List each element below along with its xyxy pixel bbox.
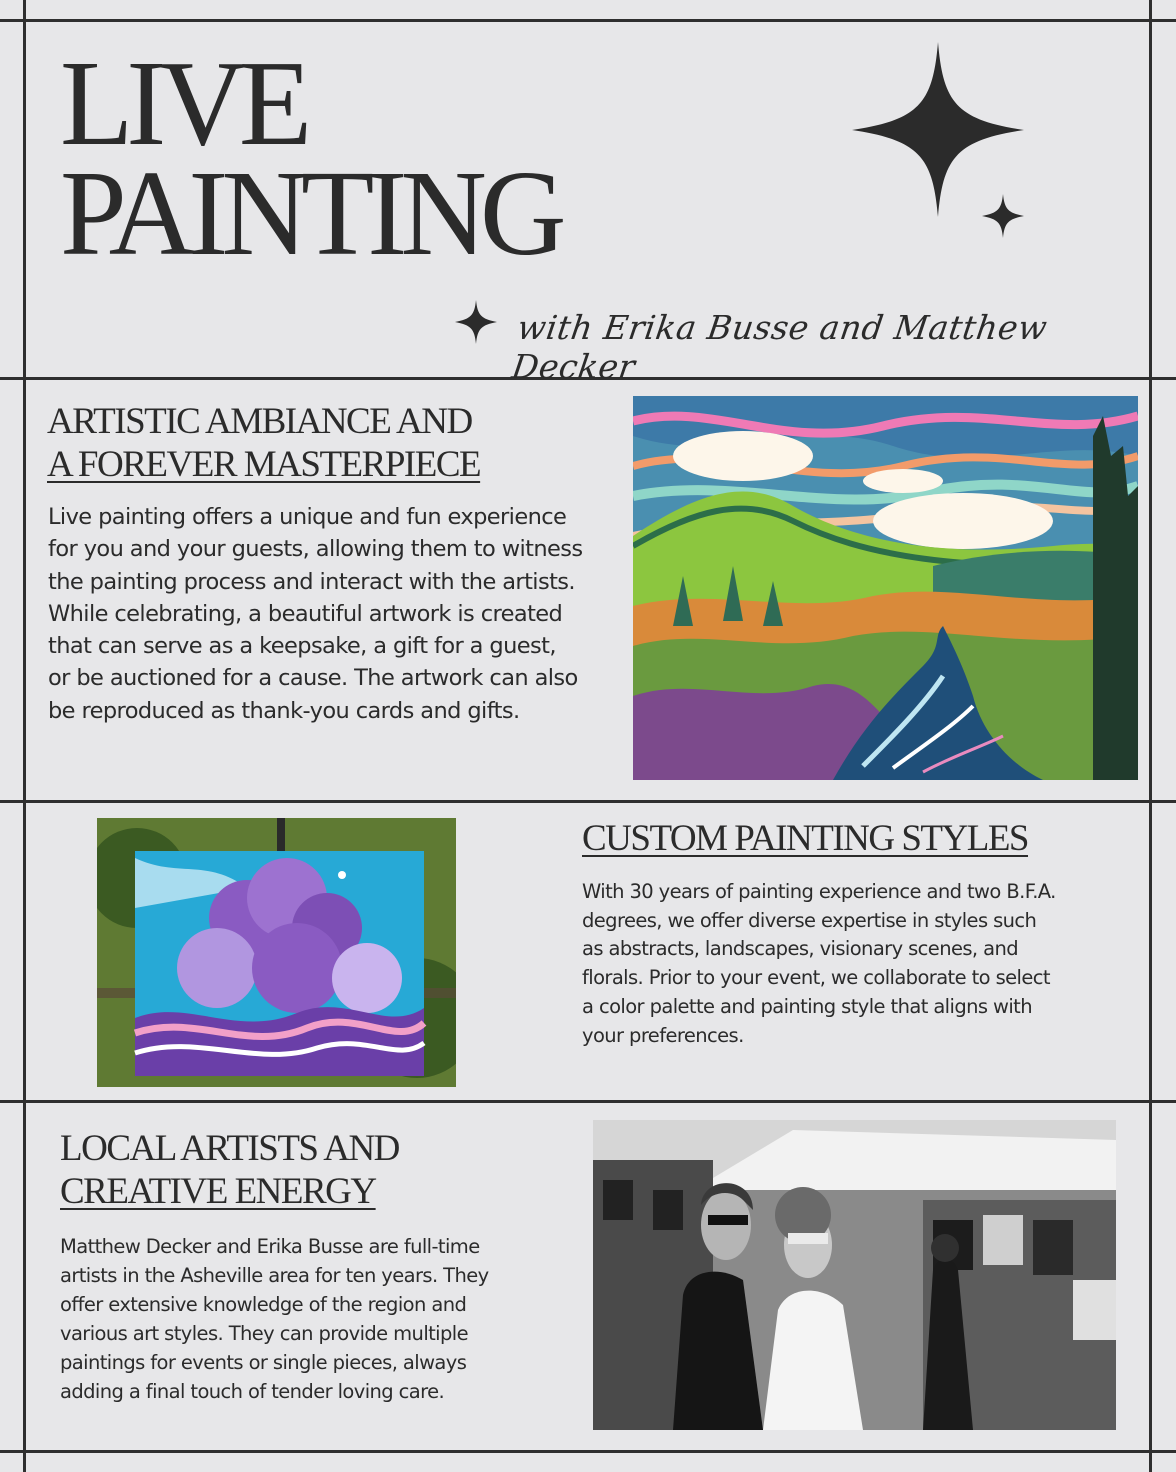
large-sparkle-icon <box>852 42 1024 217</box>
subtitle-sparkle-icon <box>455 300 497 344</box>
title-line-2: PAINTING <box>60 144 560 281</box>
section-2-heading: CUSTOM PAINTING STYLES <box>582 818 1029 859</box>
artists-photo-image <box>593 1120 1116 1430</box>
section-1-heading <box>47 400 607 486</box>
section-3-heading-line-2: CREATIVE ENERGY <box>60 1171 376 1212</box>
divider-top <box>0 19 1176 22</box>
cloud-painting-image <box>97 818 456 1087</box>
section-2-body: With 30 years of painting experience and two B.F.A. degrees, we offer diverse expertise in styles such as abstracts, landscapes, visionary scenes, and florals. Prior to your event, we collaborate to select a color palette and painting style that aligns with your preferences. <box>582 880 1056 1047</box>
divider-section-1 <box>0 800 1176 803</box>
section-1-heading-line-2: A FOREVER MASTERPIECE <box>47 444 481 485</box>
divider-section-2 <box>0 1100 1176 1103</box>
section-3-heading-line-1: LOCAL ARTISTS AND <box>60 1128 399 1169</box>
section-1-heading-line-1: ARTISTIC AMBIANCE AND <box>47 401 472 442</box>
border-left <box>23 0 26 1472</box>
divider-bottom <box>0 1450 1176 1453</box>
section-3-body: Matthew Decker and Erika Busse are full-time artists in the Asheville area for ten years. They offer extensive knowledge of the region and various art styles. They can provide multiple paintings for events or single pieces, always adding a final touch of tender loving care. <box>60 1235 489 1403</box>
page-subtitle: with Erika Busse and Matthew Decker <box>509 308 1050 386</box>
section-3-heading <box>60 1127 560 1213</box>
section-1-body: Live painting offers a unique and fun experience for you and your guests, allowing them to witness the painting process and interact with the artists. While celebrating, a beautiful artwork is created that can serve as a keepsake, a gift for a guest, or be auctioned for a cause. The artwork can also be reproduced as thank-you cards and gifts. <box>48 504 583 724</box>
page-title <box>60 34 560 281</box>
border-right <box>1149 0 1152 1472</box>
landscape-painting-image <box>633 396 1138 780</box>
title-line-1: LIVE <box>60 34 306 171</box>
small-sparkle-icon <box>982 194 1024 238</box>
